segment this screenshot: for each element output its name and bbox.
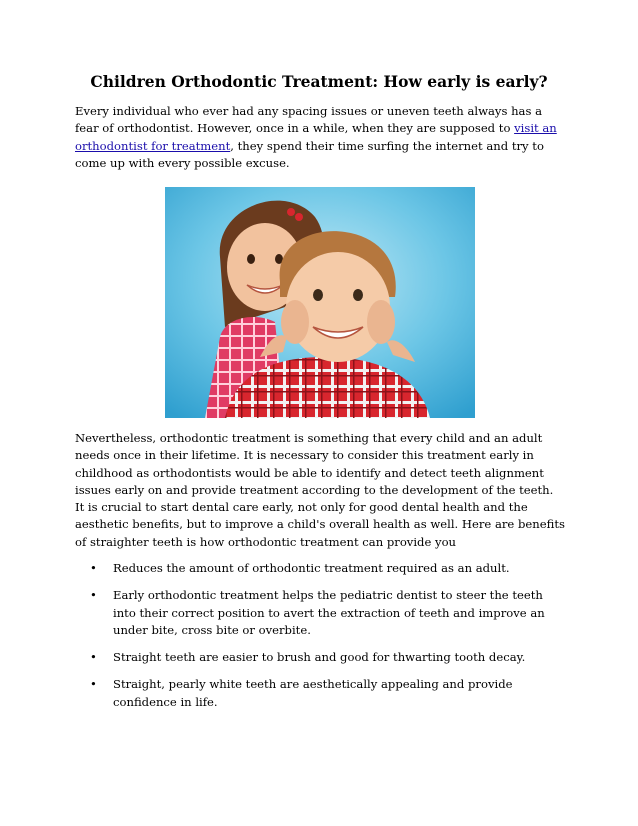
list-item	[75, 560, 565, 577]
intro-text-start: Every individual who ever had any spacing issues or uneven teeth always has a fear of orthodontist. However, once in a while, when they are supposed to	[75, 104, 543, 136]
benefit-text: Straight teeth are easier to brush and good for thwarting tooth decay.	[113, 650, 526, 665]
page-title: Children Orthodontic Treatment: How early is early?	[90, 72, 548, 91]
benefit-text: Straight, pearly white teeth are aesthetically appealing and provide confidence in life.	[113, 677, 513, 709]
children-smiling-photo	[165, 187, 475, 418]
intro-text-end: , they spend their time surfing the internet and try to come up with every possible excuse.	[75, 138, 544, 170]
benefits-list	[75, 560, 565, 721]
bullet-icon: •	[90, 561, 97, 575]
body-paragraph: Nevertheless, orthodontic treatment is something that every child and an adult needs once in their lifetime. It is necessary to consider this treatment early in childhood as orthodontists would be able to identify and detect teeth alignment issues early on and provide treatment according to the development of the teeth. It is crucial to start dental care early, not only for good dental health and the aesthetic benefits, but to improve a child's overall health as well. Here are benefits of straighter teeth is how orthodontic treatment can provide you	[75, 431, 565, 549]
list-item	[75, 587, 565, 639]
orthodontist-link[interactable]: visit an orthodontist for treatment	[75, 121, 557, 153]
intro-paragraph	[75, 103, 565, 172]
bullet-icon: •	[90, 677, 97, 692]
benefit-text: Early orthodontic treatment helps the pediatric dentist to steer the teeth into their correct position to avert the extraction of teeth and improve an under bite, cross bite or overbite.	[113, 588, 545, 637]
list-item	[75, 649, 565, 666]
bullet-icon: •	[90, 588, 97, 603]
benefit-text: Reduces the amount of orthodontic treatment required as an adult.	[113, 561, 510, 575]
bullet-icon: •	[90, 650, 97, 665]
list-item	[75, 676, 565, 711]
